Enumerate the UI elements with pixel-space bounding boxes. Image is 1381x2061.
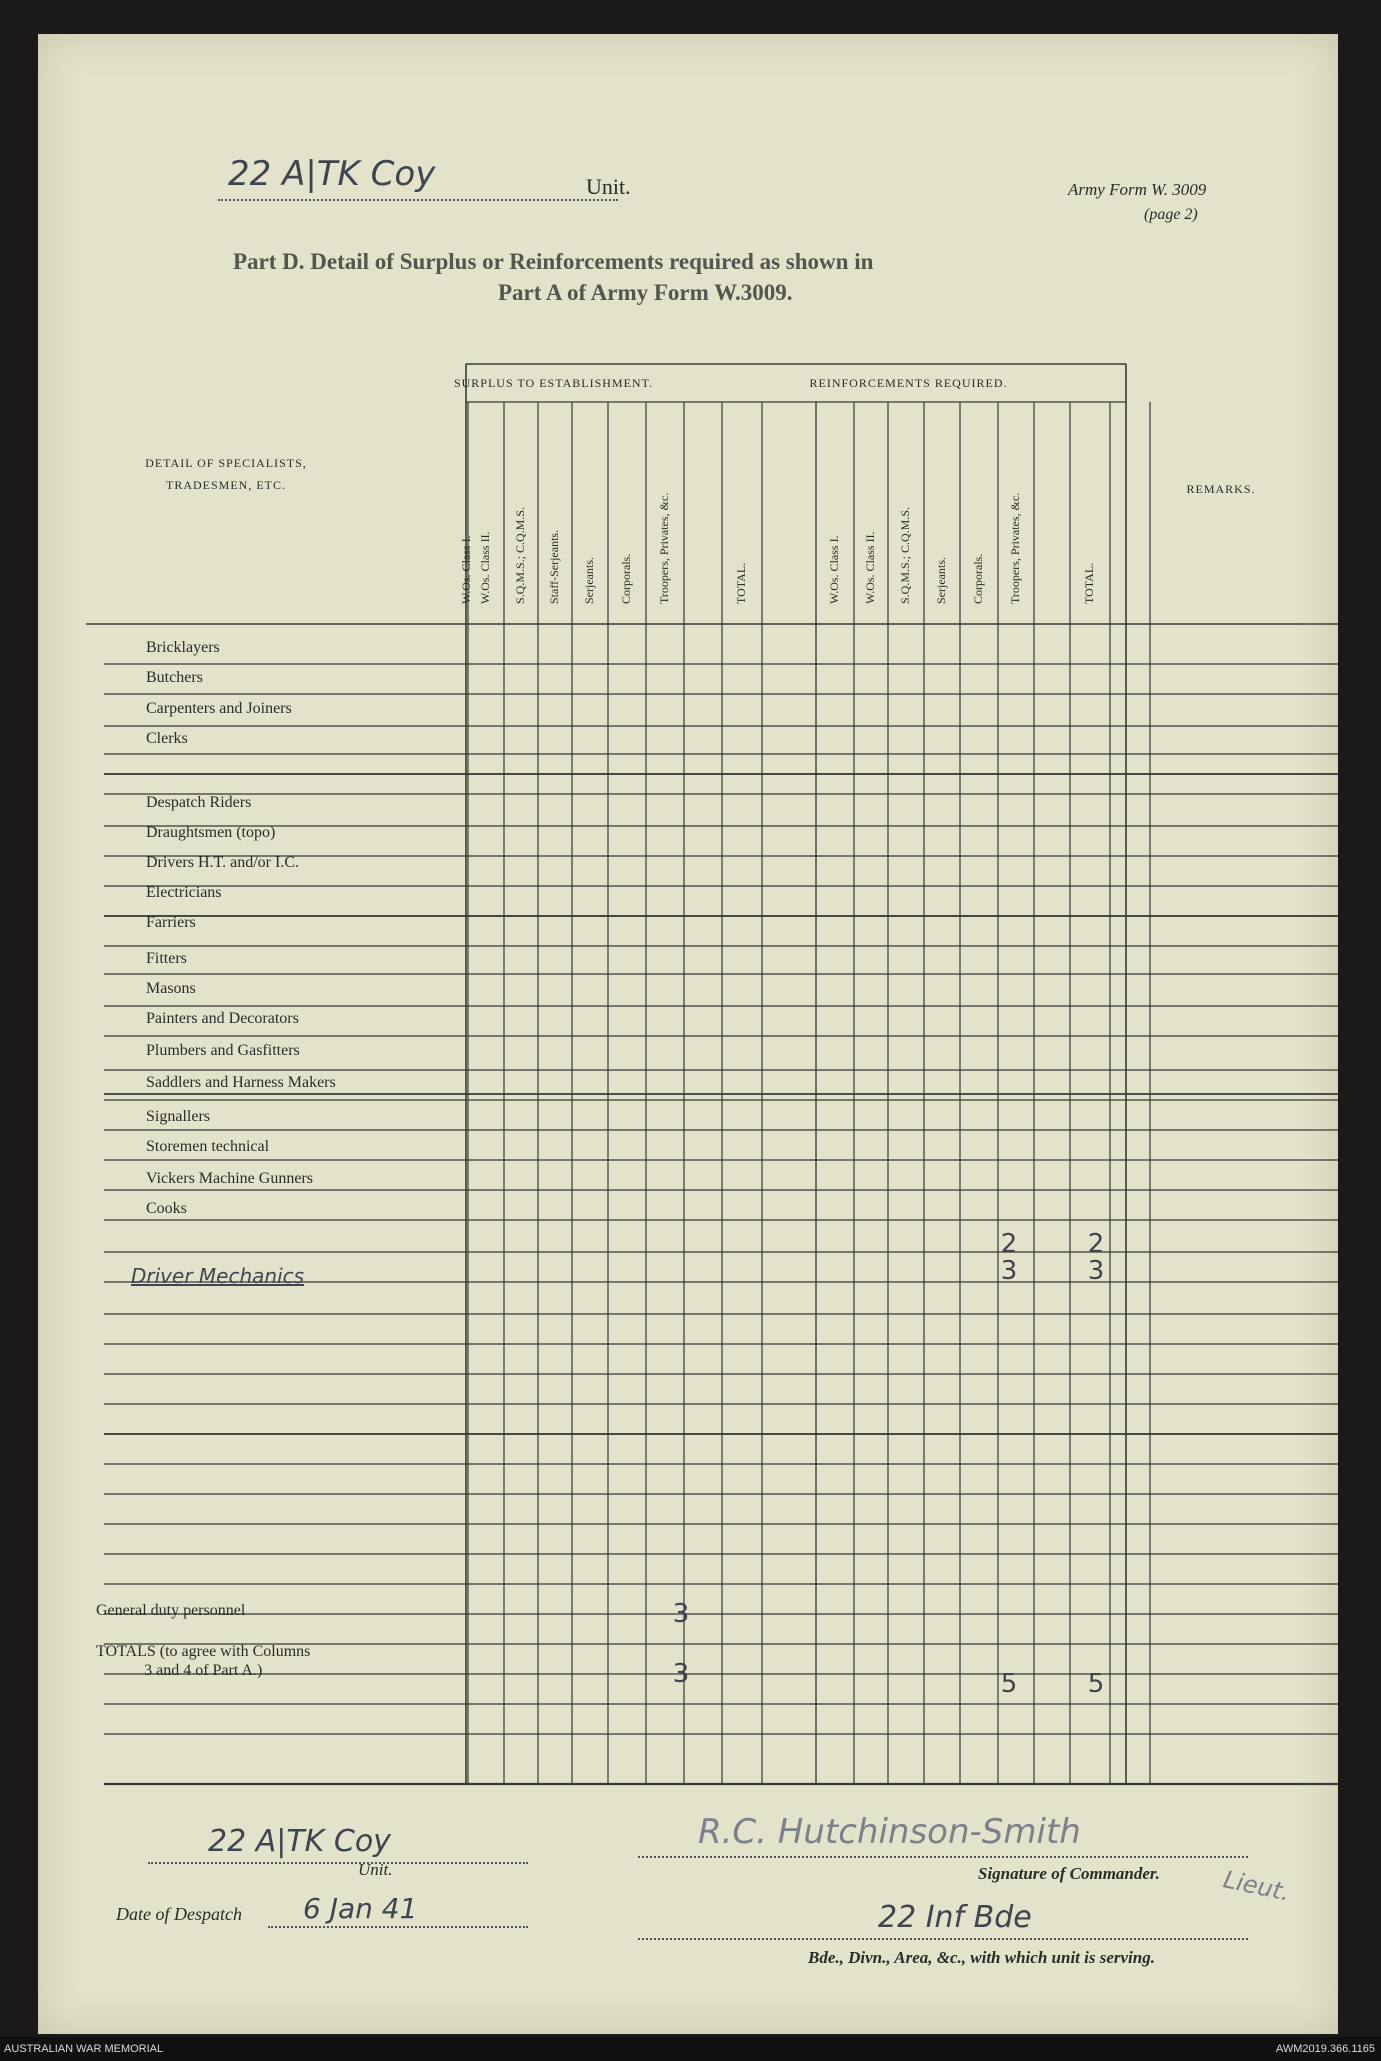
bde-line: [638, 1938, 1248, 1940]
cooks-troopers-value: 2: [1000, 1229, 1018, 1259]
table-row-label: Electricians: [146, 884, 222, 901]
cooks-total-value: 2: [1087, 1229, 1105, 1259]
table-row-label: Cooks: [146, 1200, 187, 1217]
surplus-col-1: W.Os. Class II.: [478, 531, 492, 604]
signature-handwritten: R.C. Hutchinson-Smith: [698, 1812, 1081, 1852]
reinf-col-7: TOTAL.: [1082, 562, 1096, 604]
table-row-label: Drivers H.T. and/or I.C.: [146, 854, 299, 871]
general-duty-label: General duty personnel: [96, 1602, 246, 1619]
table-row-label: Carpenters and Joiners: [146, 700, 292, 717]
reinf-col-4: Corporals.: [971, 553, 985, 604]
totals-label-line1: TOTALS (to agree with Columns: [96, 1643, 311, 1660]
table-row-label: Painters and Decorators: [146, 1010, 299, 1027]
bde-label: Bde., Divn., Area, &c., with which unit is serving.: [808, 1948, 1155, 1967]
reinf-col-3: Serjeants.: [934, 557, 948, 604]
totals-surplus-troopers-value: 3: [672, 1659, 690, 1689]
totals-reinf-troopers-value: 5: [1000, 1669, 1018, 1699]
bde-handwritten: 22 Inf Bde: [878, 1900, 1032, 1935]
remarks-header: REMARKS.: [1186, 482, 1256, 496]
reinf-col-0: W.Os. Class I.: [827, 535, 841, 604]
totals-label: [96, 1642, 310, 1680]
footer-unit-handwritten: 22 A|TK Coy: [208, 1824, 391, 1859]
unit-handwritten: 22 A|TK Coy: [228, 154, 436, 194]
surplus-header: SURPLUS TO ESTABLISHMENT.: [453, 376, 654, 390]
surplus-col-6: Troopers, Privates, &c.: [657, 492, 671, 604]
table-row-label: Farriers: [146, 914, 196, 931]
table-grid: [86, 334, 1338, 1794]
footer-unit-label: Unit.: [358, 1860, 393, 1879]
footer-unit-line: [148, 1862, 528, 1864]
signature-line: [638, 1856, 1248, 1858]
surplus-col-8: TOTAL.: [734, 562, 748, 604]
table-row-label: Butchers: [146, 669, 203, 686]
driver-mech-total-value: 3: [1087, 1256, 1105, 1286]
reinf-col-5: Troopers, Privates, &c.: [1008, 492, 1022, 604]
date-handwritten: 6 Jan 41: [303, 1892, 418, 1925]
form-sheet: [38, 34, 1338, 2034]
form-name: Army Form W. 3009: [1068, 180, 1207, 199]
totals-label-line2: 3 and 4 of Part A.): [144, 1662, 263, 1679]
driver-mech-troopers-value: 3: [1000, 1256, 1018, 1286]
table-row-label: Despatch Riders: [146, 794, 252, 811]
surplus-col-3: Staff-Serjeants.: [547, 529, 561, 604]
archive-strip-right: AWM2019.366.1165: [1275, 2043, 1375, 2055]
table-row-label: Storemen technical: [146, 1138, 270, 1155]
form-title-line1: Part D. Detail of Surplus or Reinforcements required as shown in: [233, 249, 874, 274]
table-row-label: Signallers: [146, 1108, 210, 1125]
signature-label: Signature of Commander.: [978, 1864, 1160, 1883]
table-row-label: Vickers Machine Gunners: [146, 1170, 313, 1187]
form-page: (page 2): [1144, 206, 1198, 223]
reinforcement-table: [86, 334, 1338, 1794]
reinf-col-1: W.Os. Class II.: [863, 531, 877, 604]
table-row-label: Draughtsmen (topo): [146, 824, 276, 841]
unit-label: Unit.: [586, 174, 631, 199]
table-row-label: Clerks: [146, 730, 188, 747]
table-row-label: Bricklayers: [146, 639, 220, 656]
surplus-col-4: Serjeants.: [582, 557, 596, 604]
reinforcements-header: REINFORCEMENTS REQUIRED.: [809, 376, 1008, 390]
table-row-label: Plumbers and Gasfitters: [146, 1042, 300, 1059]
signature-rank: Lieut.: [1220, 1865, 1293, 1907]
date-label: Date of Despatch: [116, 1904, 242, 1924]
detail-header: DETAIL OF SPECIALISTS, TRADESMEN, ETC.: [145, 456, 307, 492]
table-row-label: Saddlers and Harness Makers: [146, 1074, 336, 1091]
totals-reinf-total-value: 5: [1087, 1669, 1105, 1699]
archive-strip-left: AUSTRALIAN WAR MEMORIAL: [4, 2043, 164, 2055]
driver-mechanics-handwritten: Driver Mechanics: [131, 1264, 305, 1288]
date-line: [268, 1926, 528, 1928]
form-title-line2: Part A of Army Form W.3009.: [498, 280, 793, 305]
surplus-col-5: Corporals.: [619, 553, 633, 604]
archive-strip: [0, 2037, 1381, 2061]
surplus-col-2: S.Q.M.S.; C.Q.M.S.: [513, 506, 527, 604]
unit-dotted-line: [218, 199, 618, 201]
general-duty-troopers-value: 3: [672, 1599, 690, 1629]
table-row-label: Masons: [146, 980, 196, 997]
reinf-col-2: S.Q.M.S.; C.Q.M.S.: [898, 506, 912, 604]
surplus-col-0: W.Os. Class I.: [459, 535, 473, 604]
table-row-label: Fitters: [146, 950, 187, 967]
